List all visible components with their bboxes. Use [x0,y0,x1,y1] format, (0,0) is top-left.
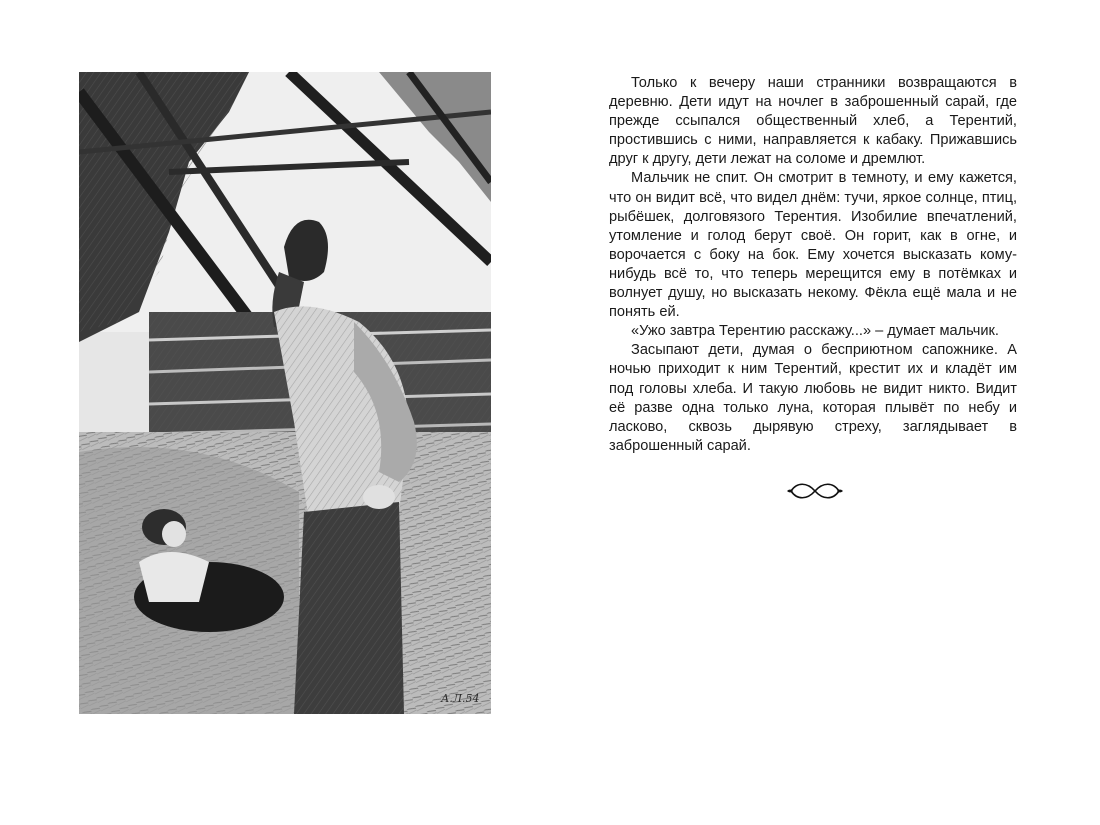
paragraph: Только к вечеру наши странники возвращаются в деревню. Дети идут на ночлег в заброшенный сарай, где прежде ссыпался общественный хлеб, а Терентий, простившись с ними, направляется к кабаку. Прижавшись друг к другу, дети лежат на соломе и дремлют. [609,75,1017,168]
paragraph: Мальчик не спит. Он смотрит в темноту, и ему кажется, что он видит всё, что видел днём: тучи, яркое солнце, птиц, рыбёшек, долговязого Терентия. Изобилие впечатлений, утомление и голод берут своё. Он горит, как в огне, и ворочается с боку на бок. Ему хочется высказать кому-нибудь всё то, что теперь мерещится ему в потёмках и волнует душу, но высказать некому. Фёкла ещё мала и не понять ей. [609,170,1017,321]
flourish-ornament-icon [787,480,843,502]
paragraph: Засыпают дети, думая о бесприютном сапожнике. А ночью приходит к ним Терентий, крестит их и кладёт им под головы хлеба. И такую любовь не видит никто. Видит её разве одна только луна, которая плывёт по небу и ласково, сквозь дырявую стреху, заглядывает в заброшенный сарай. [609,342,1017,454]
artist-signature: А.Л.54 [441,692,480,705]
illustration-drawing [79,72,491,714]
paragraph: «Ужо завтра Терентию расскажу...» – думает мальчик. [631,323,999,340]
illustration [79,72,491,714]
text-column [609,74,1017,456]
